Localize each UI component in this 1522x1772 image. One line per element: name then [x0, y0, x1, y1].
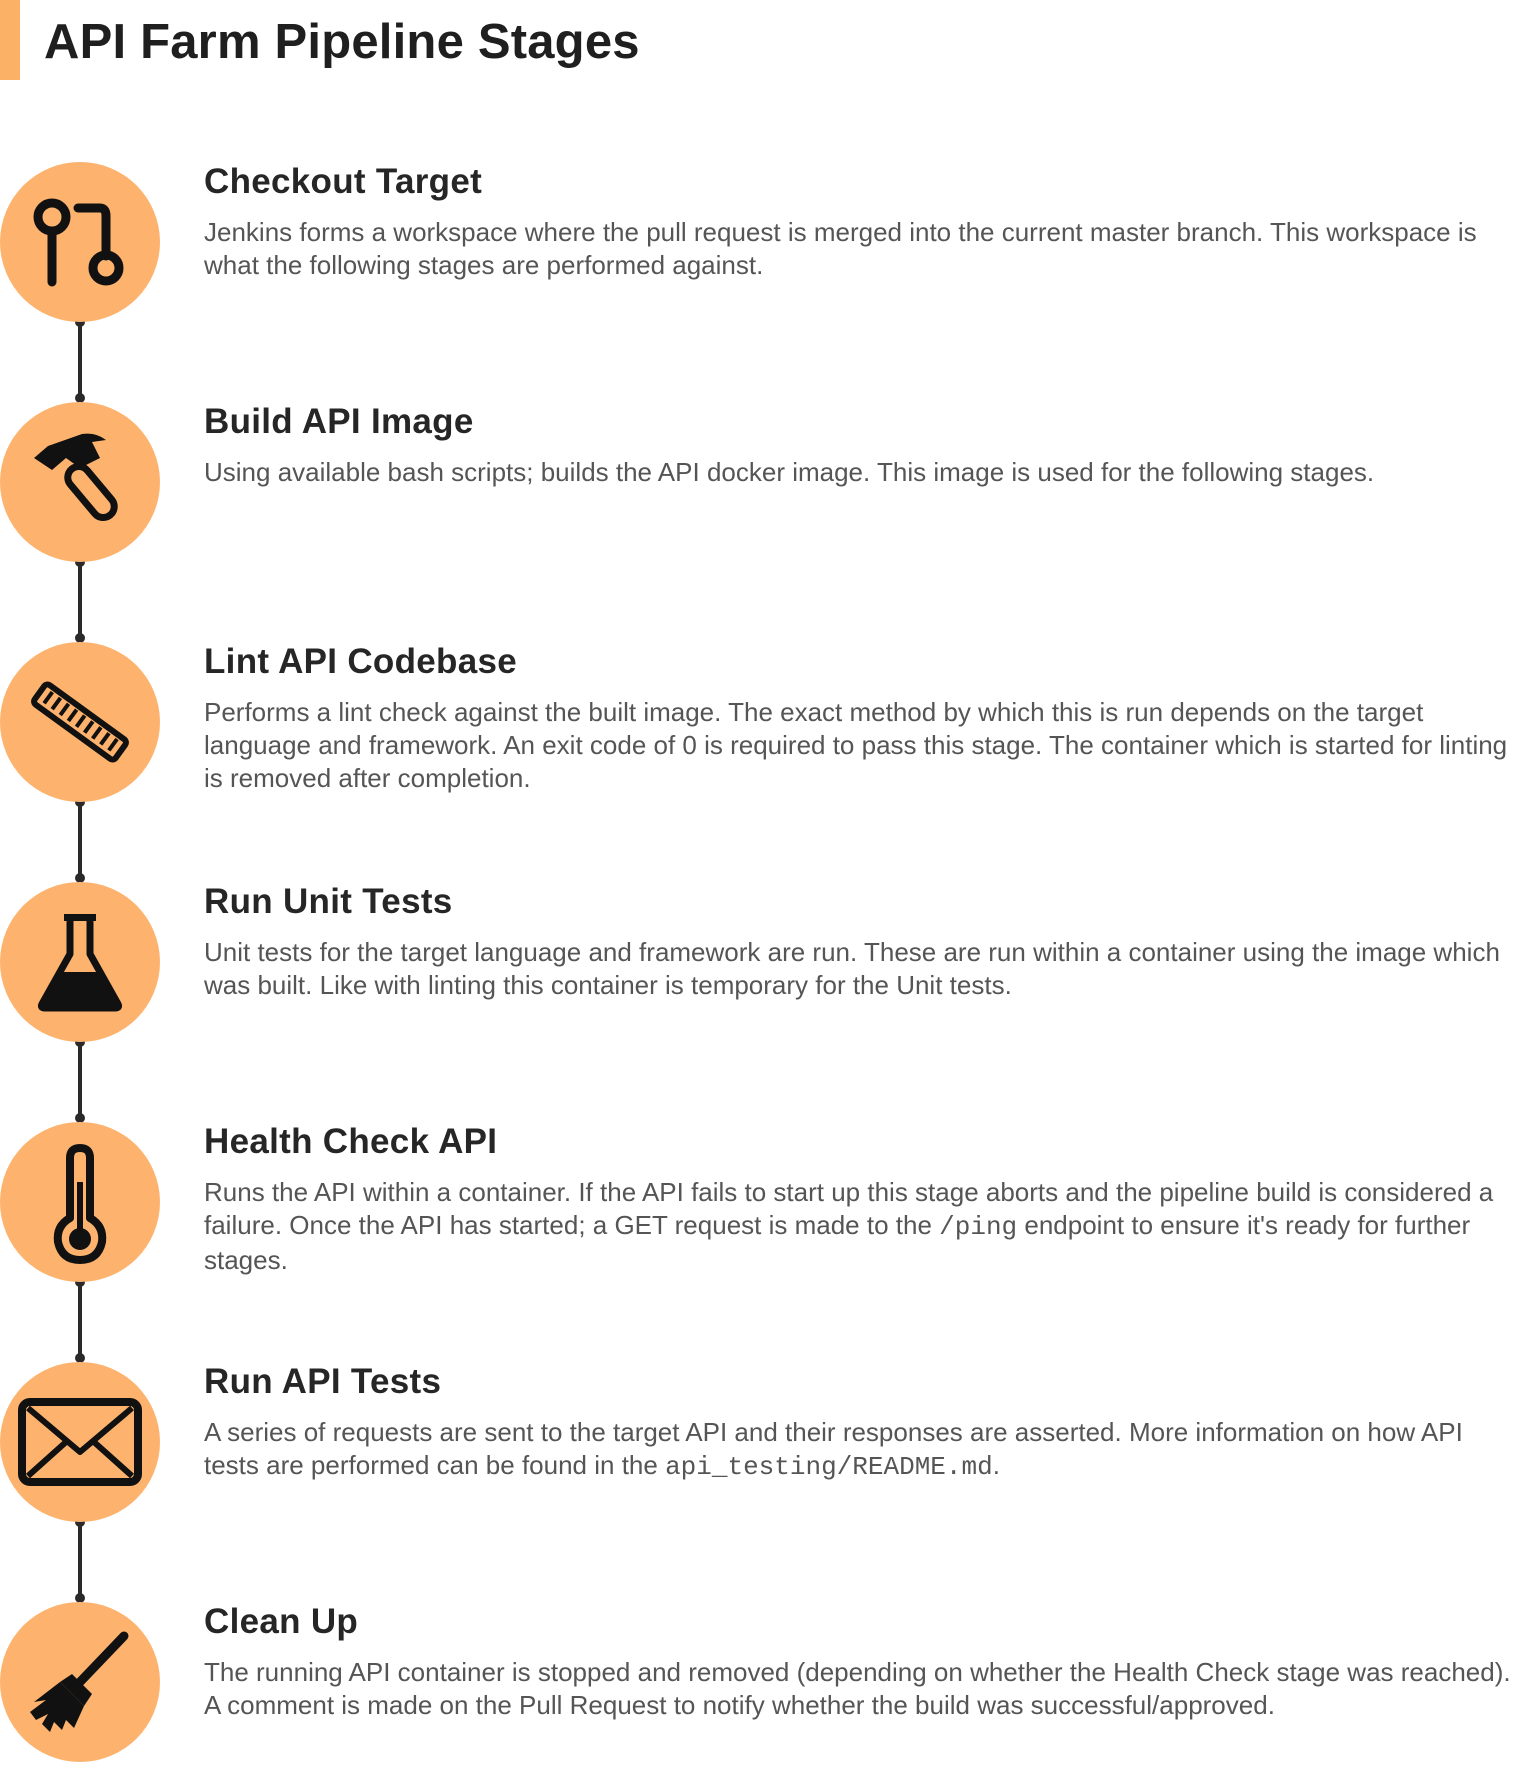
hammer-icon [0, 402, 160, 562]
title-accent-bar [0, 0, 20, 80]
stage-description [204, 1416, 1522, 1484]
stage-lint-api-codebase [0, 642, 1522, 812]
stage-title: Health Check API [204, 1122, 498, 1161]
connector-line [78, 322, 82, 398]
envelope-icon [0, 1362, 160, 1522]
stage-circle [0, 642, 160, 802]
git-pull-request-icon [0, 162, 160, 322]
stage-title: Lint API Codebase [204, 642, 518, 681]
stage-checkout-target [0, 162, 1522, 332]
stage-description: Jenkins forms a workspace where the pull request is merged into the current master branch. This workspace is what the following stages are performed against. [204, 217, 1477, 280]
description-text: Runs the API within a container. If the API fails to start up this stage aborts and the pipeline build is considered a failure. Once the API has started; a GET request is made to the [204, 1177, 1494, 1240]
stage-title: Run Unit Tests [204, 882, 453, 921]
stage-clean-up [0, 1602, 1522, 1772]
stage-circle [0, 882, 160, 1042]
description-text: . [992, 1450, 1000, 1480]
connector-line [78, 802, 82, 878]
stage-circle [0, 1602, 160, 1762]
stage-description: Unit tests for the target language and framework are run. These are run within a container using the image which was built. Like with linting this container is temporary for the Unit tests. [204, 937, 1500, 1000]
stage-description [204, 1176, 1522, 1277]
stage-title: Clean Up [204, 1602, 359, 1641]
stage-circle [0, 162, 160, 322]
stage-title: Run API Tests [204, 1362, 442, 1401]
stage-description: The running API container is stopped and removed (depending on whether the Health Check stage was reached). A comment is made on the Pull Request to notify whether the build was successful/approved. [204, 1657, 1511, 1720]
connector-line [78, 1282, 82, 1358]
thermometer-icon [0, 1122, 160, 1282]
ruler-icon [0, 642, 160, 802]
stage-run-unit-tests [0, 882, 1522, 1052]
page-title: API Farm Pipeline Stages [44, 15, 640, 69]
connector-line [78, 1522, 82, 1598]
stage-title: Checkout Target [204, 162, 483, 201]
description-text: endpoint to ensure it's ready for further stages. [204, 1210, 1471, 1275]
broom-icon [0, 1602, 160, 1762]
description-text: A series of requests are sent to the target API and their responses are asserted. More information on how API tests are performed can be found in the [204, 1417, 1463, 1480]
stage-build-api-image [0, 402, 1522, 572]
inline-code: /ping [939, 1212, 1018, 1242]
stage-circle [0, 1362, 160, 1522]
stage-circle [0, 402, 160, 562]
stage-circle [0, 1122, 160, 1282]
flask-icon [0, 882, 160, 1042]
stage-run-api-tests [0, 1362, 1522, 1532]
stage-title: Build API Image [204, 402, 474, 441]
stage-description: Performs a lint check against the built image. The exact method by which this is run depends on the target language and framework. An exit code of 0 is required to pass this stage. The container which is started for linting is removed after completion. [204, 697, 1508, 793]
inline-code: api_testing/README.md [665, 1452, 993, 1482]
stage-description: Using available bash scripts; builds the API docker image. This image is used for the following stages. [204, 457, 1375, 487]
stage-health-check-api [0, 1122, 1522, 1292]
connector-line [78, 1042, 82, 1118]
connector-line [78, 562, 82, 638]
